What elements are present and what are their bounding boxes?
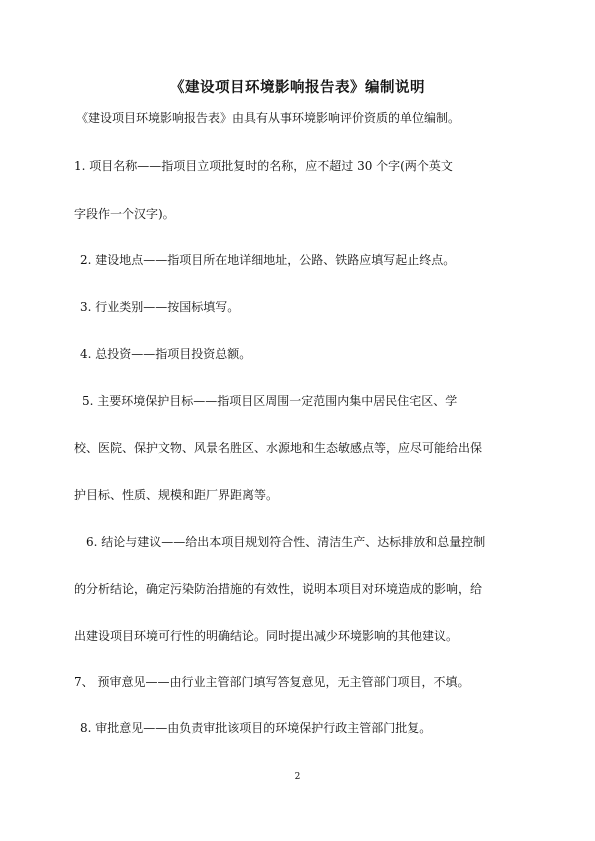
intro-text: 《建设项目环境影响报告表》由具有从事环境影响评价资质的单位编制。: [76, 111, 461, 125]
item-1-line-1: 1. 项目名称——指项目立项批复时的名称，应不超过 30 个字(两个英文: [74, 159, 453, 173]
item-1-line-2: 字段作一个汉字)。: [74, 207, 175, 221]
item-2: 2. 建设地点——指项目所在地详细地址，公路、铁路应填写起止终点。: [80, 253, 456, 267]
item-8: 8. 审批意见——由负责审批该项目的环境保护行政主管部门批复。: [80, 721, 432, 735]
item-7: 7、 预审意见——由行业主管部门填写答复意见，无主管部门项目，不填。: [74, 675, 470, 689]
item-4: 4. 总投资——指项目投资总额。: [80, 347, 252, 361]
item-6-line-2: 的分析结论，确定污染防治措施的有效性，说明本项目对环境造成的影响，给: [74, 582, 483, 596]
item-3: 3. 行业类别——按国标填写。: [80, 300, 240, 314]
item-5-line-3: 护目标、性质、规模和距厂界距离等。: [74, 488, 279, 502]
item-6-line-3: 出建设项目环境可行性的明确结论。同时提出减少环境影响的其他建议。: [74, 629, 459, 643]
item-5-line-2: 校、医院、保护文物、风景名胜区、水源地和生态敏感点等，应尽可能给出保: [74, 441, 483, 455]
item-6-line-1: 6. 结论与建议——给出本项目规划符合性、清洁生产、达标排放和总量控制: [86, 535, 486, 549]
document-title: 《建设项目环境影响报告表》编制说明: [170, 79, 425, 96]
item-5-line-1: 5. 主要环境保护目标——指项目区周围一定范围内集中居民住宅区、学: [82, 394, 458, 408]
page-number: 2: [294, 772, 301, 782]
